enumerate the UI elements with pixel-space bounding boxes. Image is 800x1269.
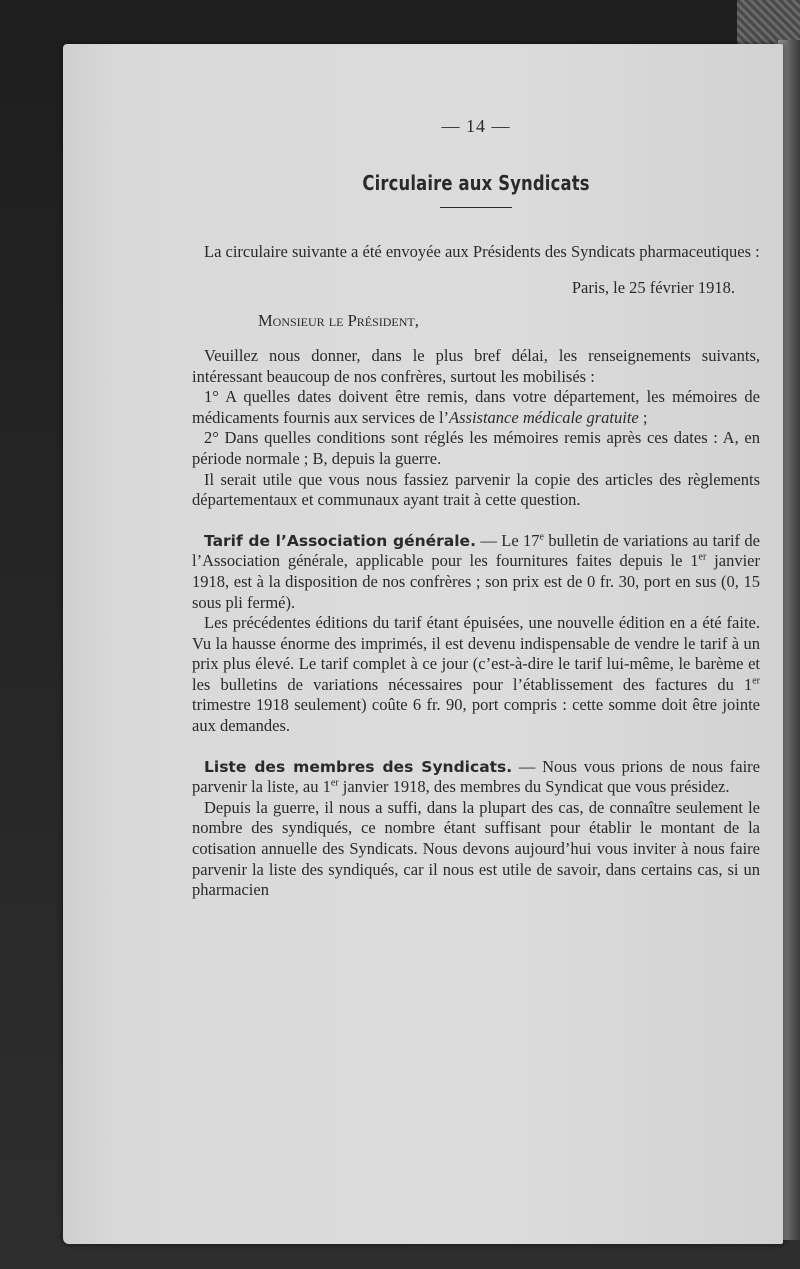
date-line: Paris, le 25 février 1918. [571, 277, 735, 297]
liste-paragraph-2: Depuis la guerre, il nous a suffi, dans la plupart des cas, de connaître seulement le nombre des syndiqués, ce nombre étant suffisant pour établir le montant de la cotisation annuelle des Syndicats. Nous devons aujourd’hui vous inviter à nous faire parvenir la liste des syndiqués, car il nous est utile de savoir, dans certains cas, si un pharmacien [192, 797, 760, 900]
title-divider [440, 207, 512, 208]
letter-paragraph-1: Veuillez nous donner, dans le plus bref délai, les renseignements suivants, intéressant beaucoup de nos confrères, surtout les mobilisés : [192, 345, 760, 386]
letter-paragraph-3: 2° Dans quelles conditions sont réglés les mémoires remis après ces dates : A, en période normale ; B, depuis la guerre. [192, 428, 760, 468]
tarif-p2-sup: er [752, 675, 760, 687]
liste-section [192, 757, 760, 901]
tarif-p1-c: janvier 1918, est à la disposition de nos confrères ; son prix est de 0 fr. 30, port en sus (0, 15 sous pli fermé). [192, 551, 760, 612]
liste-p1-a: — Nous vous prions de nous faire parvenir la liste, au 1 [192, 756, 760, 797]
liste-p1-sup: er [330, 777, 339, 789]
tarif-p1-b: bulletin de variations au tarif de l’Association générale, applicable pour les fournitures faites depuis le 1 [192, 530, 761, 571]
book-binding [737, 0, 800, 44]
letter-p2-italic: Assistance médicale gratuite [449, 407, 639, 427]
liste-p1-b: janvier 1918, des membres du Syndicat que vous présidez. [338, 777, 730, 797]
page-title: Circulaire aux Syndicats [362, 170, 590, 195]
tarif-p2-b: trimestre 1918 seulement) coûte 6 fr. 90, port compris : cette somme doit être jointe aux demandes. [192, 695, 760, 736]
liste-heading: Liste des membres des Syndicats. [204, 757, 513, 776]
document-body [192, 110, 760, 901]
tarif-p1-sup2: er [698, 551, 707, 563]
tarif-paragraph-2 [192, 613, 760, 737]
tarif-p2-a: Les précédentes éditions du tarif étant épuisées, une nouvelle édition en a été faite. Vu la hausse énorme des imprimés, il est devenu indispensable de vendre le tarif à un prix plus élevé. Le tarif complet à ce jour (c’est-à-dire le tarif lui-même, le barème et les bulletins de variations nécessaires pour l’établissement des factures du 1 [192, 613, 760, 694]
letter-paragraph-4: Il serait utile que vous nous fassiez parvenir la copie des articles des règlements départementaux et communaux ayant trait à cette question. [192, 469, 760, 510]
intro-paragraph: La circulaire suivante a été envoyée aux Présidents des Syndicats pharmaceutiques : [204, 242, 760, 262]
tarif-paragraph-1 [192, 531, 760, 613]
tarif-p1-a: — Le 17 [475, 530, 540, 550]
salutation: Monsieur le Président, [258, 311, 419, 331]
letter-body [192, 346, 760, 511]
tarif-p1-sup1: e [539, 531, 544, 543]
tarif-heading: Tarif de l’Association générale. [204, 531, 476, 550]
page-number: — 14 — [441, 116, 511, 136]
letter-p2-text: 1° A quelles dates doivent être remis, dans votre département, les mémoires de médicaments fournis aux services de l’ [192, 387, 760, 427]
tarif-section [192, 531, 760, 737]
letter-paragraph-2 [192, 387, 760, 428]
liste-paragraph-1 [192, 757, 760, 798]
letter-p2-end: ; [638, 407, 648, 427]
